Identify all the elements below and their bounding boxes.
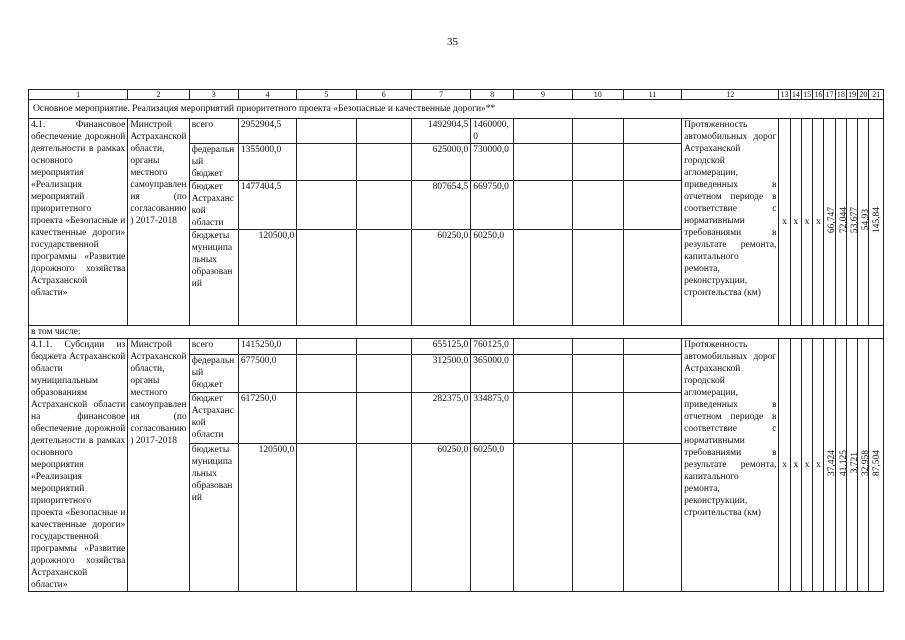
amount-col11 — [623, 144, 681, 181]
col-number: 1 — [29, 90, 128, 100]
amount-col7: 655125,0 — [411, 339, 470, 355]
col-number: 11 — [623, 90, 681, 100]
col-number: 10 — [572, 90, 623, 100]
amount-col8: 1460000,0 — [471, 119, 514, 144]
amount-col7: 1492904,5 — [411, 119, 470, 144]
activity-name: 4.1.1. Субсидии из бюджета Астраханской области муниципальным образованиям Астраханской области на финансовое обеспечение дорожной деятельности в рамках основного мероприятия «Реализация мероприятий приоритетного проекта «Безопасные и качественные дороги» государственной программы «Развитие дорожного хозяйства Астраханской области» — [29, 339, 128, 592]
amount-col5 — [297, 230, 356, 326]
amount-col4: 120500,0 — [238, 443, 296, 591]
amount-col4: 1415250,0 — [238, 339, 296, 355]
amount-col10 — [572, 392, 623, 443]
amount-col8: 760125,0 — [471, 339, 514, 355]
amount-col5 — [297, 119, 356, 144]
amount-col4: 2952904,5 — [238, 119, 296, 144]
value-col19-text: 3,721 — [849, 452, 860, 474]
col-number: 14 — [791, 90, 800, 99]
amount-col11 — [623, 119, 681, 144]
amount-col11 — [623, 339, 681, 355]
col-number: 20 — [859, 90, 868, 99]
value-col21-text: 145,84 — [872, 206, 883, 234]
amount-col8: 60250,0 — [471, 443, 514, 591]
amount-col7: 60250,0 — [411, 443, 470, 591]
activity-name: 4.1. Финансовое обеспечение дорожной деятельности в рамках основного мероприятия «Реализация мероприятий приоритетного проекта «Безопасные и качественные дороги» государственной программы «Развитие дорожного хозяйства Астраханской области» — [29, 119, 128, 326]
source-name: бюджет Астраханской области — [189, 181, 238, 230]
amount-col6 — [356, 181, 411, 230]
col-number: 12 — [682, 90, 779, 100]
amount-col11 — [623, 354, 681, 392]
amount-col7: 807654,5 — [411, 181, 470, 230]
amount-col5 — [297, 443, 356, 591]
source-name: всего — [189, 119, 238, 144]
amount-col6 — [356, 144, 411, 181]
amount-col7: 312500,0 — [411, 354, 470, 392]
amount-col5 — [297, 392, 356, 443]
col-number: 2 — [128, 90, 189, 100]
col-number: 17 — [825, 90, 834, 99]
sub-label-row — [29, 326, 884, 339]
amount-col8: 730000,0 — [471, 144, 514, 181]
table-row — [29, 119, 884, 144]
value-col18-text: 41,125 — [838, 449, 849, 477]
value-col13: х — [779, 119, 790, 326]
amount-col10 — [572, 354, 623, 392]
source-name: бюджеты муниципальных образований — [189, 443, 238, 591]
amount-col6 — [356, 119, 411, 144]
amount-col7: 60250,0 — [411, 230, 470, 326]
amount-col9 — [514, 443, 572, 591]
value-col16: х — [813, 339, 824, 592]
amount-col9 — [514, 181, 572, 230]
amount-col9 — [514, 354, 572, 392]
col-number: 16 — [814, 90, 823, 99]
value-col19 — [846, 339, 860, 592]
col-number: 19 — [848, 90, 857, 99]
amount-col7: 625000,0 — [411, 144, 470, 181]
value-col20 — [858, 339, 872, 592]
amount-col11 — [623, 443, 681, 591]
amount-col5 — [297, 354, 356, 392]
value-col17 — [824, 119, 838, 326]
amount-col8: 334875,0 — [471, 392, 514, 443]
amount-col6 — [356, 339, 411, 355]
amount-col10 — [572, 443, 623, 591]
source-name: всего — [189, 339, 238, 355]
amount-col9 — [514, 119, 572, 144]
amount-col10 — [572, 181, 623, 230]
column-number-row — [29, 90, 884, 100]
amount-col10 — [572, 230, 623, 326]
amount-col11 — [623, 392, 681, 443]
amount-col6 — [356, 443, 411, 591]
source-name: федеральный бюджет — [189, 144, 238, 181]
col-number: 5 — [297, 90, 356, 100]
sub-label: в том числе: — [29, 326, 884, 339]
executor: Минстрой Астраханской области, органы местного самоуправления (по согласованию) 2017-2018 — [128, 119, 189, 326]
value-col19 — [846, 119, 860, 326]
executor: Минстрой Астраханской области, органы местного самоуправления (по согласованию) 2017-2018 — [128, 339, 189, 592]
amount-col11 — [623, 230, 681, 326]
col-number: 15 — [803, 90, 812, 99]
value-col14: х — [790, 339, 801, 592]
amount-col9 — [514, 339, 572, 355]
indicator: Протяженность автомобильных дорог Астраханской городской агломерации, приведенных в отчетном периоде в соответствие с нормативными требованиями в результате ремонта, капитального ремонта, реконструкции, строительства (км) — [682, 119, 779, 326]
amount-col10 — [572, 119, 623, 144]
amount-col9 — [514, 144, 572, 181]
col-number: 8 — [471, 90, 514, 100]
value-col19-text: 53,677 — [849, 206, 860, 234]
value-col14: х — [790, 119, 801, 326]
amount-col8: 365000,0 — [471, 354, 514, 392]
col-number: 18 — [836, 90, 845, 99]
amount-col9 — [514, 392, 572, 443]
col-number: 4 — [238, 90, 296, 100]
value-col18-text: 72,044 — [838, 206, 849, 234]
amount-col10 — [572, 144, 623, 181]
section-title: Основное мероприятие. Реализация мероприятий приоритетного проекта «Безопасные и качественные дороги»** — [29, 100, 884, 119]
amount-col9 — [514, 230, 572, 326]
amount-col7: 282375,0 — [411, 392, 470, 443]
col-number: 7 — [411, 90, 470, 100]
amount-col4: 1355000,0 — [238, 144, 296, 181]
table-row — [29, 339, 884, 355]
amount-col10 — [572, 339, 623, 355]
value-col21 — [869, 339, 884, 592]
value-col21 — [869, 119, 884, 326]
value-col13: х — [779, 339, 790, 592]
col-number: 9 — [514, 90, 572, 100]
indicator: Протяженность автомобильных дорог Астраханской городской агломерации, приведенных в отчетном периоде в соответствие с нормативными требованиями в результате ремонта, капитального ремонта, реконструкции, строительства (км) — [682, 339, 779, 592]
col-number: 13 — [780, 90, 789, 99]
value-col20-text: 54,93 — [861, 209, 872, 231]
source-name: бюджеты муниципальных образований — [189, 230, 238, 326]
amount-col5 — [297, 144, 356, 181]
value-col16: х — [813, 119, 824, 326]
col-number: 21 — [869, 90, 884, 100]
amount-col4: 677500,0 — [238, 354, 296, 392]
page-number: 35 — [447, 36, 458, 48]
amount-col4: 1477404,5 — [238, 181, 296, 230]
amount-col6 — [356, 392, 411, 443]
amount-col6 — [356, 354, 411, 392]
amount-col5 — [297, 181, 356, 230]
value-col17-text: 37,424 — [827, 449, 838, 477]
col-number: 6 — [356, 90, 411, 100]
value-col20-text: 32,958 — [861, 449, 872, 477]
value-col15: х — [801, 339, 812, 592]
source-name: федеральный бюджет — [189, 354, 238, 392]
program-table — [28, 89, 884, 592]
amount-col4: 617250,0 — [238, 392, 296, 443]
value-col17-text: 66,747 — [827, 206, 838, 234]
value-col21-text: 87,504 — [872, 449, 883, 477]
amount-col8: 60250,0 — [471, 230, 514, 326]
amount-col5 — [297, 339, 356, 355]
source-name: бюджет Астраханской области — [189, 392, 238, 443]
amount-col11 — [623, 181, 681, 230]
amount-col8: 669750,0 — [471, 181, 514, 230]
value-col17 — [824, 339, 838, 592]
value-col20 — [858, 119, 872, 326]
value-col15: х — [801, 119, 812, 326]
amount-col4: 120500,0 — [238, 230, 296, 326]
col-number: 3 — [189, 90, 238, 100]
amount-col6 — [356, 230, 411, 326]
section-title-row — [29, 100, 884, 119]
